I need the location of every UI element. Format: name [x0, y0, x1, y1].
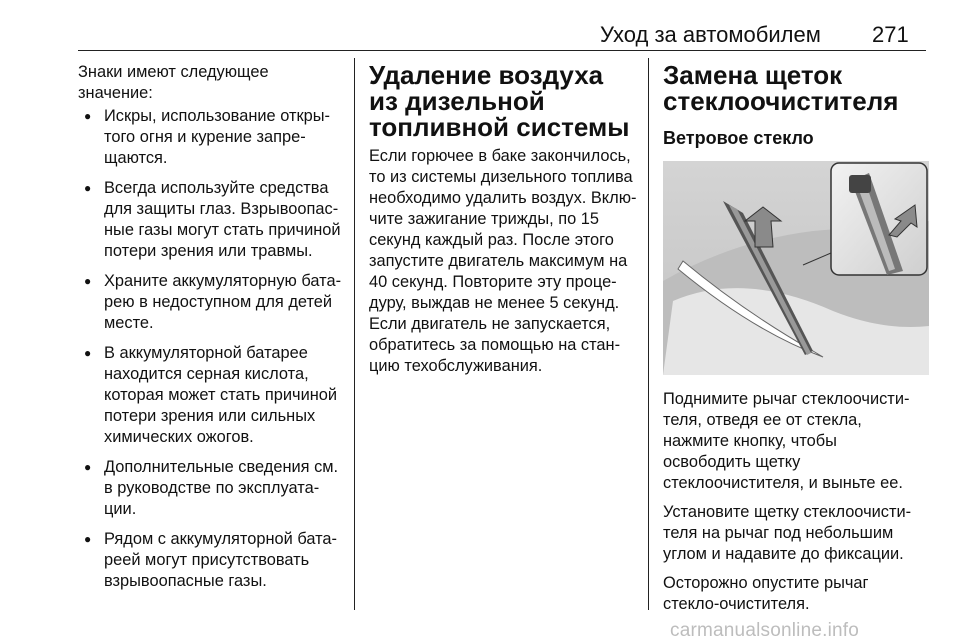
symbols-intro: Знаки имеют следующее значение: [78, 63, 269, 102]
column-divider-1 [354, 58, 355, 610]
list-item: ● Искры, использование откры-того огня и курение запре-щаются. [78, 106, 346, 169]
section-heading-wiper: Замена щеток стеклоочистителя [663, 60, 899, 116]
page-header-title: Уход за автомобилем [600, 22, 821, 47]
watermark-text: carmanualsonline.info [670, 620, 860, 641]
subheading-windscreen: Ветровое стекло [663, 128, 814, 148]
fuel-bleeding-text: Если горючее в баке закончилось, то из системы дизельного топлива необходимо удалить воздух. Вклю-чите зажигание трижды, по 15 секунд каждый раз. После этого запустите двигатель максимум на 40 секунд. Повторите эту проце-дуру, выждав не менее 5 секунд. Если двигатель не запускается, обратитесь за помощью на стан-цию техобслуживания. [369, 147, 637, 375]
wiper-illustration [663, 161, 929, 375]
wiper-step-1: Поднимите рычаг стеклоочисти-теля, отведя ее от стекла, нажмите кнопку, чтобы освободить щетку стеклоочистителя, и выньте ее. [663, 390, 910, 492]
list-item: ● Дополнительные сведения см. в руководстве по эксплуата-ции. [78, 457, 346, 520]
column-divider-2 [648, 58, 649, 610]
wiper-step-3: Осторожно опустите рычаг стекло-очистителя. [663, 574, 869, 613]
list-item: ● В аккумуляторной батарее находится серная кислота, которая может стать причиной потери зрения или сильных химических ожогов. [78, 343, 346, 448]
symbols-list [78, 106, 346, 592]
column-fuel-bleeding [369, 62, 639, 385]
column-battery-symbols [78, 62, 346, 601]
page-number: 271 [872, 22, 909, 47]
header-rule [78, 50, 926, 51]
list-item: ● Рядом с аккумуляторной бата-реей могут присутствовать взрывоопасные газы. [78, 529, 346, 592]
column-wiper-replacement [663, 62, 929, 623]
wiper-step-2: Установите щетку стеклоочисти-теля на рычаг под небольшим углом и надавите до фиксации. [663, 503, 912, 563]
section-heading-fuel: Удаление воздуха из дизельной топливной системы [369, 60, 630, 142]
list-item: ● Всегда используйте средства для защиты глаз. Взрывоопас-ные газы могут стать причиной потери зрения или травмы. [78, 178, 346, 262]
list-item: ● Храните аккумуляторную бата-рею в недоступном для детей месте. [78, 271, 346, 334]
